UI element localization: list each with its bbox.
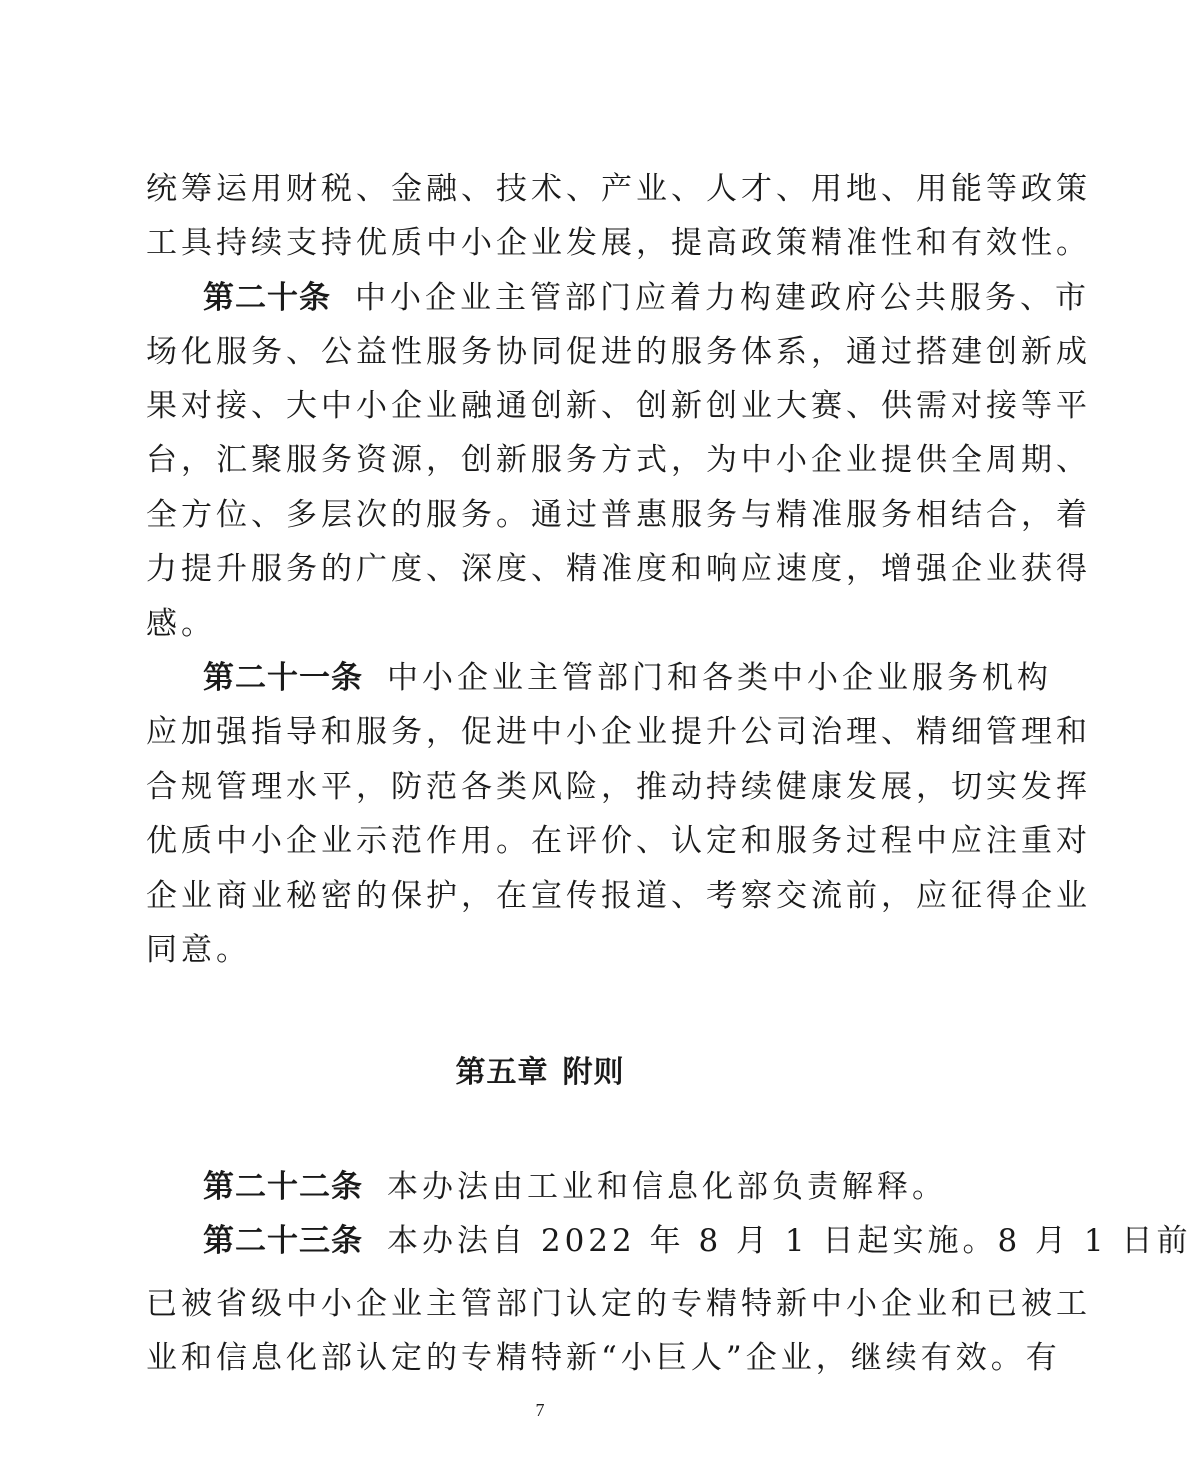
body-text-line: 全方位、多层次的服务。通过普惠服务与精准服务相结合，着 — [146, 497, 1091, 533]
article-20-first-line — [203, 269, 1090, 327]
body-text-line: 已被省级中小企业主管部门认定的专精特新中小企业和已被工 — [146, 1286, 1091, 1322]
article-heading: 第二十一条 — [203, 660, 363, 696]
article-heading: 第二十二条 — [203, 1169, 363, 1205]
body-text-line: 业和信息化部认定的专精特新“小巨人”企业，继续有效。有 — [146, 1340, 1061, 1376]
article-heading: 第二十条 — [203, 280, 331, 316]
body-text-line: 合规管理水平，防范各类风险，推动持续健康发展，切实发挥 — [146, 769, 1091, 805]
body-text: 中小企业主管部门和各类中小企业服务机构 — [387, 660, 1052, 696]
body-text-line: 台，汇聚服务资源，创新服务方式，为中小企业提供全周期、 — [146, 442, 1091, 478]
body-text: 本办法由工业和信息化部负责解释。 — [387, 1169, 947, 1205]
body-text-line: 感。 — [146, 606, 216, 642]
article-22-line — [203, 1158, 947, 1216]
body-text: 本办法自 2022 年 8 月 1 日起实施。8 月 1 日前 — [387, 1223, 1191, 1259]
body-text-line: 应加强指导和服务，促进中小企业提升公司治理、精细管理和 — [146, 714, 1091, 750]
page-number: 7 — [535, 1400, 545, 1420]
chapter-number: 第五章 — [455, 1055, 549, 1090]
article-23-first-line — [203, 1212, 1191, 1270]
body-text-line: 同意。 — [146, 932, 251, 968]
body-text-line: 果对接、大中小企业融通创新、创新创业大赛、供需对接等平 — [146, 388, 1091, 424]
chapter-title: 附则 — [562, 1055, 625, 1090]
chapter-heading — [0, 1044, 1080, 1102]
body-text-line: 企业商业秘密的保护，在宣传报道、考察交流前，应征得企业 — [146, 878, 1091, 914]
body-text-line: 工具持续支持优质中小企业发展，提高政策精准性和有效性。 — [146, 225, 1091, 261]
body-text-line: 优质中小企业示范作用。在评价、认定和服务过程中应注重对 — [146, 823, 1091, 859]
body-text: 中小企业主管部门应着力构建政府公共服务、市 — [355, 280, 1090, 316]
article-21-first-line — [203, 649, 1052, 707]
body-text-line: 力提升服务的广度、深度、精准度和响应速度，增强企业获得 — [146, 551, 1091, 587]
body-text-line: 场化服务、公益性服务协同促进的服务体系，通过搭建创新成 — [146, 334, 1091, 370]
article-heading: 第二十三条 — [203, 1223, 363, 1259]
body-text-line: 统筹运用财税、金融、技术、产业、人才、用地、用能等政策 — [146, 171, 1091, 207]
